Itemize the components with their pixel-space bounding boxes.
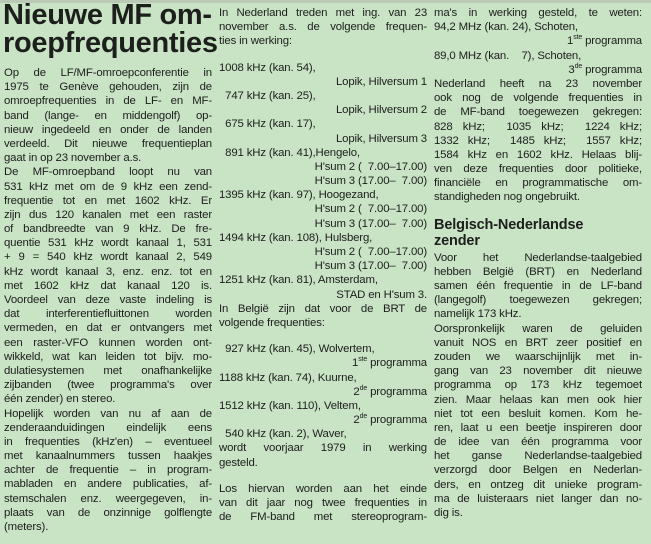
line-text: H'sum 3 (17.00– 7.00) bbox=[314, 175, 427, 188]
article-column-1 bbox=[4, 66, 212, 534]
text-line bbox=[434, 336, 642, 350]
line-text: H'sum 2 ( 7.00–17.00) bbox=[314, 160, 427, 173]
text-line bbox=[434, 265, 642, 279]
line-text: 531 kHz met om de 9 kHz een zend- bbox=[4, 180, 212, 193]
text-line bbox=[219, 482, 427, 496]
text-line bbox=[4, 151, 212, 165]
line-text: omroepfrequenties in de LF- en MF- bbox=[4, 95, 212, 108]
text-line bbox=[4, 109, 212, 123]
line-text: ties in werking: bbox=[219, 35, 292, 48]
section-heading bbox=[434, 217, 642, 249]
text-line bbox=[434, 407, 642, 421]
line-text: Voor het Nederlandse-taalgebied bbox=[434, 251, 642, 264]
line-text: 89,0 MHz (kan. 7), Schoten, bbox=[434, 49, 582, 62]
line-text: ven deze frequenties door politieke, bbox=[434, 163, 642, 176]
text-line bbox=[434, 307, 642, 321]
ordinal-number: 1 bbox=[352, 357, 359, 370]
text-line bbox=[434, 176, 642, 190]
text-line bbox=[4, 477, 212, 491]
text-line bbox=[434, 435, 642, 449]
line-text: namelijk 173 kHz. bbox=[434, 308, 522, 321]
line-text: Voordeel van deze vaste indeling is bbox=[4, 294, 212, 306]
line-text: achter de frequentie – in program- bbox=[4, 464, 212, 477]
line-text: ders, en ontzeg dit unieke program- bbox=[434, 478, 642, 491]
text-line bbox=[4, 265, 212, 279]
text-line bbox=[4, 208, 212, 222]
text-line bbox=[219, 441, 427, 455]
text-line bbox=[4, 250, 212, 264]
text-line bbox=[219, 302, 427, 316]
line-text: ook nog de volgende frequenties in bbox=[434, 92, 642, 105]
text-line bbox=[434, 134, 642, 148]
line-text: 828 kHz; 1035 kHz; 1224 kHz; bbox=[434, 120, 642, 133]
line-text: In België zijn dat voor de BRT de bbox=[219, 302, 427, 315]
text-line bbox=[434, 49, 642, 63]
text-line bbox=[4, 350, 212, 364]
line-text: 891 kHz (kan. 41),Hengelo, bbox=[219, 146, 360, 159]
text-line bbox=[4, 236, 212, 250]
text-line bbox=[4, 180, 212, 194]
ordinal-suffix: de bbox=[359, 384, 368, 392]
ordinal-suffix: de bbox=[574, 62, 583, 70]
line-text: 1008 kHz (kan. 54), bbox=[219, 61, 316, 74]
line-text: verdeeld. Dit nieuwe frequentieplan bbox=[4, 137, 212, 150]
line-text: of bandbreedte van 9 kHz. De fre- bbox=[4, 223, 212, 236]
line-text: programma bbox=[367, 414, 427, 427]
line-text: 1188 kHz (kan. 74), Kuurne, bbox=[219, 371, 357, 384]
text-line bbox=[4, 80, 212, 94]
text-line bbox=[219, 188, 427, 202]
text-line bbox=[434, 364, 642, 378]
text-line bbox=[434, 251, 642, 265]
text-line bbox=[434, 350, 642, 364]
text-line bbox=[219, 132, 427, 146]
line-text: 94,2 MHz (kan. 24), Schoten, bbox=[434, 21, 578, 34]
text-line bbox=[434, 162, 642, 176]
line-text: volgende frequenties: bbox=[219, 316, 325, 329]
article-title bbox=[3, 0, 218, 59]
text-line bbox=[434, 77, 642, 91]
blank-line bbox=[219, 470, 427, 482]
text-line bbox=[4, 520, 212, 534]
text-line bbox=[434, 105, 642, 119]
line-text: de FM-band met stereoprogram- bbox=[219, 511, 427, 524]
line-text: H'sum 2 ( 7.00–17.00) bbox=[314, 203, 427, 216]
line-text: programma op 173 kHz tegemoet bbox=[434, 379, 642, 392]
text-line bbox=[434, 148, 642, 162]
line-text: een raster-VFO kunnen worden ont- bbox=[4, 336, 212, 349]
line-text: (meters). bbox=[4, 521, 49, 533]
text-line bbox=[434, 91, 642, 105]
line-text: ma de luisteraars niet langer dan no- bbox=[434, 492, 642, 505]
line-text: gesteld. bbox=[219, 456, 258, 469]
text-line bbox=[4, 137, 212, 151]
text-line bbox=[219, 217, 427, 231]
line-text: stemschalen enz. weergegeven, in- bbox=[4, 492, 212, 505]
ordinal-number: 3 bbox=[568, 63, 575, 76]
line-text: Op de LF/MF-omroepconferentie in bbox=[4, 67, 212, 79]
line-text: 675 kHz (kan. 17), bbox=[219, 118, 316, 131]
text-line bbox=[434, 20, 642, 34]
line-text: Lopik, Hilversum 2 bbox=[336, 104, 427, 117]
text-line bbox=[434, 279, 642, 293]
text-line bbox=[434, 63, 642, 77]
text-line bbox=[219, 6, 427, 20]
line-text: quentie 531 kHz wordt kanaal 1, 531 bbox=[4, 237, 212, 250]
text-line bbox=[219, 273, 427, 287]
text-line bbox=[434, 478, 642, 492]
line-text: standigheden nog ongebruikt. bbox=[434, 191, 580, 204]
text-line bbox=[4, 435, 212, 449]
line-text: band (lange- en middengolf) op- bbox=[4, 109, 212, 122]
line-text: vanuit NOS en BRT zeer positief en bbox=[434, 336, 642, 349]
line-text: de MF-band toegewezen gekregen: bbox=[434, 106, 642, 119]
text-line bbox=[219, 160, 427, 174]
text-line bbox=[4, 66, 212, 80]
line-text: dig is. bbox=[434, 507, 463, 519]
text-line bbox=[219, 356, 427, 370]
ordinal-suffix: de bbox=[359, 413, 368, 421]
text-line bbox=[219, 399, 427, 413]
line-text: dat interferentiefluittonen worden bbox=[4, 308, 212, 321]
line-text: ma's in werking gesteld, te weten: bbox=[434, 7, 642, 19]
text-line bbox=[219, 316, 427, 330]
line-text: hebben België (BRT) en Nederland bbox=[434, 265, 642, 278]
line-text: november a.s. de volgende frequen- bbox=[219, 21, 427, 34]
text-line bbox=[219, 510, 427, 524]
article-column-3 bbox=[434, 6, 642, 520]
line-text: zijbanden (twee programma's over bbox=[4, 379, 212, 392]
line-text: vermeden, en dat er ontvangers met bbox=[4, 322, 212, 335]
line-text: + 9 = 540 kHz wordt kanaal 2, 549 bbox=[4, 251, 212, 264]
ordinal-suffix: ste bbox=[573, 34, 583, 42]
text-line bbox=[219, 117, 427, 131]
text-line bbox=[434, 492, 642, 506]
text-line bbox=[219, 385, 427, 399]
text-line bbox=[434, 393, 642, 407]
text-line bbox=[434, 506, 642, 520]
ordinal-number: 2 bbox=[353, 414, 360, 427]
line-text: nieuw ingedeeld en onder de landen bbox=[4, 123, 212, 136]
text-line bbox=[4, 506, 212, 520]
line-text: Hopelijk worden van nu af aan de bbox=[4, 407, 212, 420]
line-text: De MF-omroepband loopt nu van bbox=[4, 166, 212, 179]
text-line bbox=[219, 75, 427, 89]
line-text: (langegolf) toegewezen gekregen; bbox=[434, 294, 642, 307]
text-line bbox=[219, 259, 427, 273]
line-text: H'sum 3 (17.00– 7.00) bbox=[314, 217, 427, 230]
line-text: Lopik, Hilversum 1 bbox=[336, 75, 427, 88]
article-column-2 bbox=[219, 6, 427, 524]
line-text: 1975 te Genève gehouden, zijn de bbox=[4, 81, 212, 94]
line-text: het ganse Nederlandse-taalgebied bbox=[434, 450, 642, 463]
text-line bbox=[219, 231, 427, 245]
line-text: 927 kHz (kan. 45), Wolvertem, bbox=[219, 343, 375, 356]
line-text: zijn dus 120 kanalen met een raster bbox=[4, 208, 212, 221]
line-text: STAD en H'sum 3. bbox=[336, 288, 427, 301]
text-line bbox=[4, 463, 212, 477]
line-text: programma bbox=[582, 63, 642, 76]
line-text: programma bbox=[582, 35, 642, 48]
heading-line: zender bbox=[434, 232, 480, 249]
text-line bbox=[434, 190, 642, 204]
text-line bbox=[219, 496, 427, 510]
line-text: zouden we waarschijnlijk met in- bbox=[434, 350, 642, 363]
text-line bbox=[434, 449, 642, 463]
column-3-intro bbox=[434, 6, 642, 205]
text-line bbox=[219, 146, 427, 160]
text-line bbox=[434, 120, 642, 134]
text-line bbox=[4, 336, 212, 350]
line-text: 1251 kHz (kan. 81), Amsterdam, bbox=[219, 274, 378, 287]
text-line bbox=[4, 378, 212, 392]
line-text: Oorspronkelijk waren de geluiden bbox=[434, 322, 642, 335]
line-text: financiële en programmatische om- bbox=[434, 177, 642, 190]
text-line bbox=[4, 421, 212, 435]
text-line bbox=[4, 293, 212, 307]
title-line: Nieuwe MF om- bbox=[3, 0, 212, 31]
text-line bbox=[4, 194, 212, 208]
text-line bbox=[4, 407, 212, 421]
text-line bbox=[4, 449, 212, 463]
heading-line: Belgisch-Nederlandse bbox=[434, 216, 584, 233]
line-text: wordt voorjaar 1979 in werking bbox=[219, 442, 427, 455]
text-line bbox=[4, 307, 212, 321]
ordinal-number: 1 bbox=[567, 35, 574, 48]
line-text: de idee van één programma voor bbox=[434, 436, 642, 449]
line-text: Nederland heeft na 23 november bbox=[434, 77, 642, 90]
line-text: mabladen en andere publicaties, af- bbox=[4, 478, 212, 491]
text-line bbox=[4, 222, 212, 236]
text-line bbox=[219, 89, 427, 103]
line-text: 1494 kHz (kan. 108), Hulsberg, bbox=[219, 231, 373, 244]
text-line bbox=[434, 34, 642, 48]
line-text: dulatiesystemen met onafhankelijke bbox=[4, 364, 212, 377]
line-text: programma bbox=[367, 357, 427, 370]
text-line bbox=[219, 456, 427, 470]
text-line bbox=[219, 342, 427, 356]
line-text: ren, laat u een beetje inspireren door bbox=[434, 421, 642, 434]
line-text: verzorgd door Belgen en Nederlan- bbox=[434, 464, 642, 477]
line-text: zien. Maar helaas kan men ook hier bbox=[434, 393, 642, 406]
line-text: in frequenties (kHz'en) – eventueel bbox=[4, 435, 212, 448]
line-text: wikkeld, wat kan leiden tot bijv. mo- bbox=[4, 350, 212, 363]
line-text: Lopik, Hilversum 3 bbox=[336, 132, 427, 145]
text-line bbox=[434, 322, 642, 336]
line-text: Los hiervan worden aan het einde bbox=[219, 482, 427, 495]
text-line bbox=[4, 492, 212, 506]
ordinal-suffix: ste bbox=[358, 356, 368, 364]
line-text: gaat in op 23 november a.s. bbox=[4, 152, 142, 165]
line-text: 540 kHz (kan. 2), Waver, bbox=[219, 428, 347, 441]
line-text: 1395 kHz (kan. 97), Hoogezand, bbox=[219, 189, 379, 202]
text-line bbox=[219, 103, 427, 117]
text-line bbox=[219, 61, 427, 75]
title-line: roepfrequenties bbox=[3, 27, 218, 59]
text-line bbox=[4, 279, 212, 293]
text-line bbox=[219, 371, 427, 385]
blank-line bbox=[219, 49, 427, 61]
text-line bbox=[219, 413, 427, 427]
text-line bbox=[434, 293, 642, 307]
text-line bbox=[219, 245, 427, 259]
text-line bbox=[4, 364, 212, 378]
line-text: programma bbox=[367, 385, 427, 398]
line-text: met 1602 kHz dat kanaal 120 is. bbox=[4, 279, 212, 292]
text-line bbox=[219, 34, 427, 48]
line-text: van dit jaar nog twee frequenties in bbox=[219, 497, 427, 509]
line-text: kHz wordt kanaal 3, enz. enz. tot en bbox=[4, 265, 212, 278]
text-line bbox=[219, 202, 427, 216]
text-line bbox=[4, 321, 212, 335]
text-line bbox=[219, 174, 427, 188]
line-text: gang van 23 november dit nieuwe bbox=[434, 365, 642, 378]
text-line bbox=[434, 421, 642, 435]
text-line bbox=[219, 288, 427, 302]
ordinal-number: 2 bbox=[353, 385, 360, 398]
line-text: met kanaalnummers tussen haakjes bbox=[4, 450, 212, 463]
line-text: samen één frequentie in de LF-band bbox=[434, 280, 642, 292]
text-line bbox=[434, 378, 642, 392]
line-text: In Nederland treden met ing. van 23 bbox=[219, 7, 427, 19]
line-text: niet tot een besluit komen. Kom he- bbox=[434, 407, 642, 420]
line-text: 1584 kHz en 1602 kHz. Helaas blij- bbox=[434, 148, 642, 161]
text-line bbox=[4, 392, 212, 406]
text-line bbox=[434, 463, 642, 477]
line-text: plaats van de onzinnige golflengte bbox=[4, 506, 212, 519]
text-line bbox=[219, 20, 427, 34]
line-text: 1332 kHz; 1485 kHz; 1557 kHz; bbox=[434, 134, 642, 147]
text-line bbox=[4, 94, 212, 108]
column-3-section-body bbox=[434, 251, 642, 521]
line-text: 747 kHz (kan. 25), bbox=[219, 89, 316, 102]
blank-line bbox=[219, 330, 427, 342]
line-text: 1512 kHz (kan. 110), Veltem, bbox=[219, 399, 361, 412]
line-text: frequentie tot en met 1602 kHz. Er bbox=[4, 194, 212, 207]
text-line bbox=[434, 6, 642, 20]
text-line bbox=[219, 427, 427, 441]
line-text: één zender) en stereo. bbox=[4, 393, 116, 406]
text-line bbox=[4, 123, 212, 137]
line-text: H'sum 2 ( 7.00–17.00) bbox=[314, 246, 427, 258]
line-text: zenderaanduidingen eindelijk eens bbox=[4, 421, 212, 434]
text-line bbox=[4, 165, 212, 179]
line-text: H'sum 3 (17.00– 7.00) bbox=[314, 260, 427, 273]
